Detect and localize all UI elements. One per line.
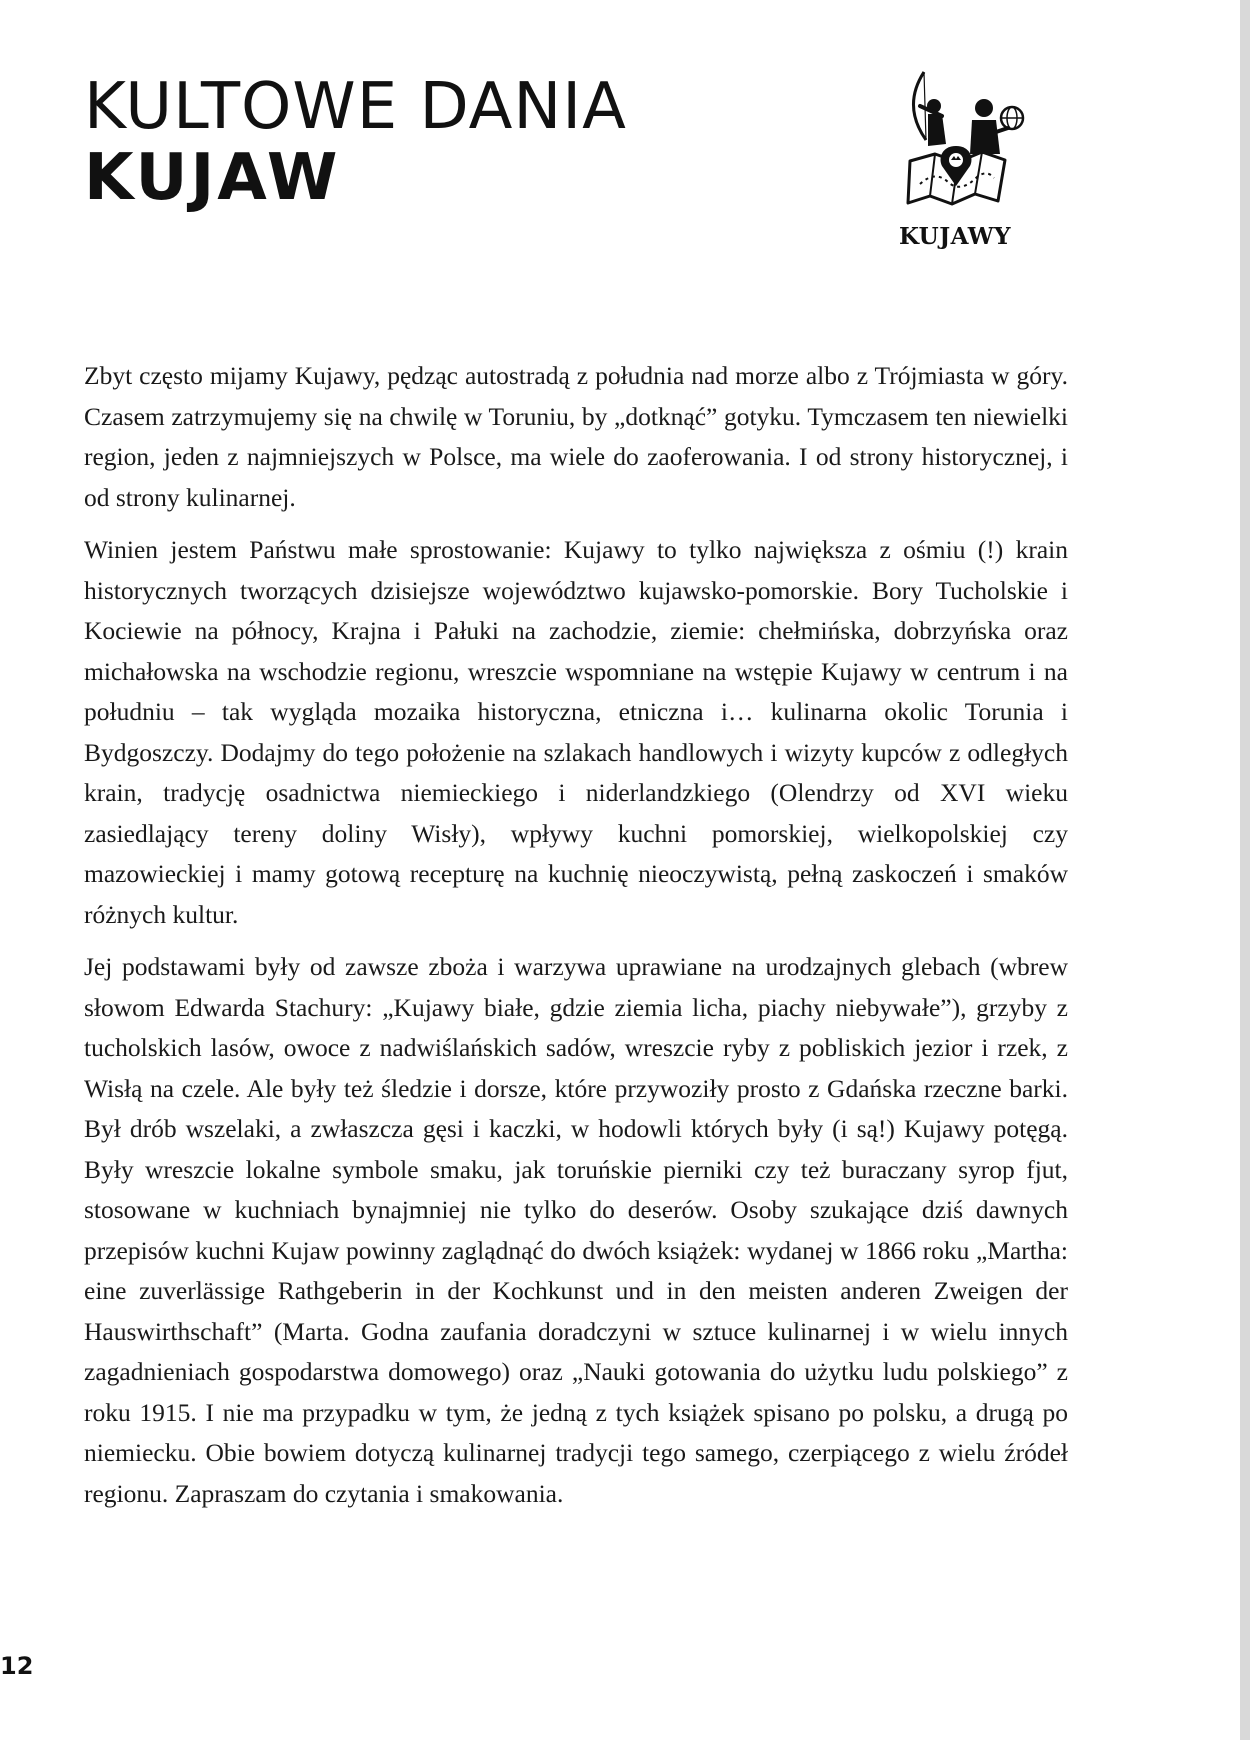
- page-number: 12: [0, 1652, 34, 1680]
- paragraph-1: Zbyt często mijamy Kujawy, pędząc autostradą z południa nad morze albo z Trójmiasta w góry. Czasem zatrzymujemy się na chwilę w Toruniu, by „dotknąć” gotyku. Tymczasem ten niewielki region, jeden z najmniejszych w Polsce, ma wiele do zaoferowania. I od strony historycznej, i od strony kulinarnej.: [84, 361, 1068, 512]
- kujawy-region-emblem-icon: [880, 66, 1030, 216]
- page-edge: [1240, 0, 1250, 1740]
- region-logo: [880, 66, 1030, 256]
- page-title: [84, 72, 627, 214]
- paragraph-2: Winien jestem Państwu małe sprostowanie: Kujawy to tylko największa z ośmiu (!) krain historycznych tworzących dzisiejsze województwo kujawsko-pomorskie. Bory Tucholskie i Kociewie na północy, Krajna i Pałuki na zachodzie, ziemie: chełmińska, dobrzyńska oraz michałowska na wschodzie regionu, wreszcie wspomniane na wstępie Kujawy w centrum i na południu – tak wygląda mozaika historyczna, etniczna i… kulinarna okolic Torunia i Bydgoszczy. Dodajmy do tego położenie na szlakach handlowych i wizyty kupców z odległych krain, tradycję osadnictwa niemieckiego i niderlandzkiego (Olendrzy od XVI wieku zasiedlający tereny doliny Wisły), wpływy kuchni pomorskiej, wielkopolskiej czy mazowieckiej i mamy gotową recepturę na kuchnię nieoczywistą, pełną zaskoczeń i smaków różnych kultur.: [84, 535, 1068, 929]
- paragraph-3: Jej podstawami były od zawsze zboża i warzywa uprawiane na urodzajnych glebach (wbrew słowom Edwarda Stachury: „Kujawy białe, gdzie ziemia licha, piachy niebywałe”), grzyby z tucholskich lasów, owoce z nadwiślańskich sadów, wreszcie ryby z pobliskich jezior i rzek, z Wisłą na czele. Ale były też śledzie i dorsze, które przywoziły prosto z Gdańska rzeczne barki. Był drób wszelaki, a zwłaszcza gęsi i kaczki, w hodowli których były (i są!) Kujawy potęgą. Były wreszcie lokalne symbole smaku, jak toruńskie pierniki czy też buraczany syrop fjut, stosowane w kuchniach bynajmniej nie tylko do deserów. Osoby szukające dziś dawnych przepisów kuchni Kujaw powinny zaglądnąć do dwóch książek: wydanej w 1866 roku „Martha: eine zuverlässige Rathgeberin in der Kochkunst und in den meisten anderen Zweigen der Hauswirthschaft” (Marta. Godna zaufania doradczyni w sztuce kulinarnej i w wielu innych zagadnieniach gospodarstwa domowego) oraz „Nauki gotowania do użytku ludu polskiego” z roku 1915. I nie ma przypadku w tym, że jedną z tych książek spisano po polsku, a drugą po niemiecku. Obie bowiem dotyczą kulinarnej tradycji tego samego, czerpiącego z wielu źródeł regionu. Zapraszam do czytania i smakowania.: [84, 952, 1068, 1508]
- article-body: [84, 356, 1068, 1526]
- title-line-1: KULTOWE DANIA: [84, 70, 627, 144]
- title-line-2: KUJAW: [84, 141, 341, 215]
- logo-label: KUJAWY: [898, 223, 1012, 250]
